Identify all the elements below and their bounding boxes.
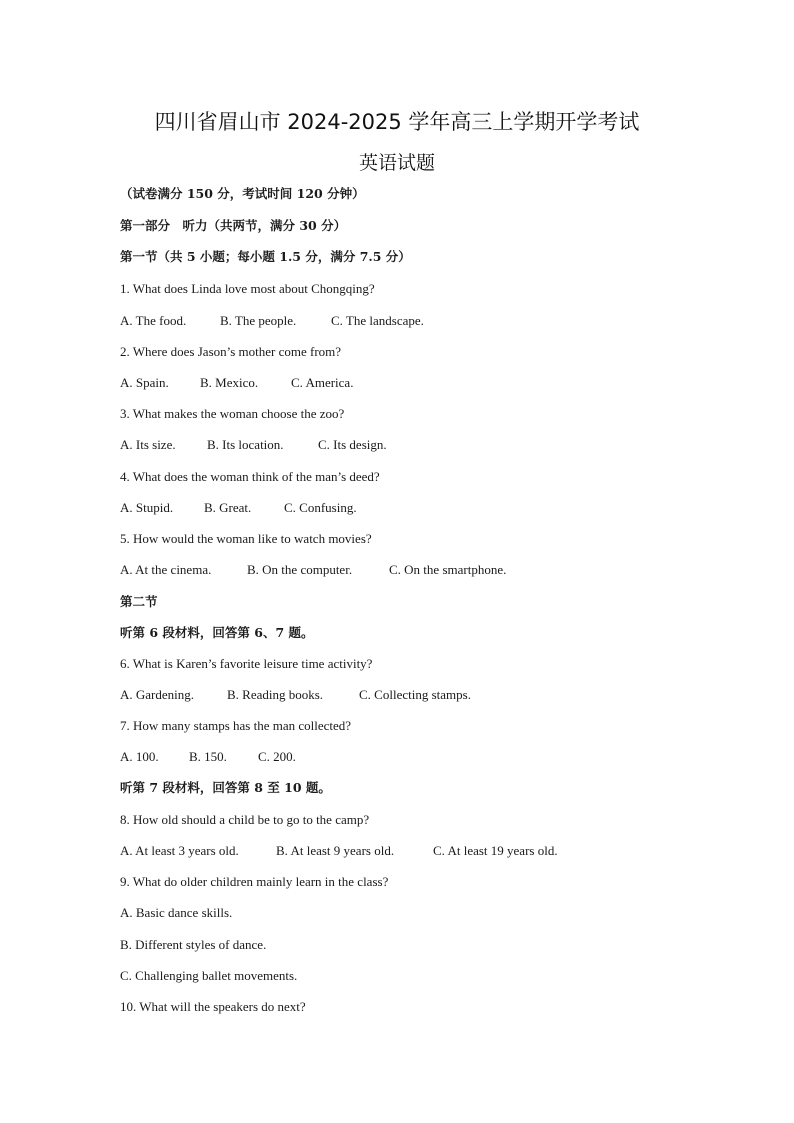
option-3a: A. Its size. bbox=[120, 437, 176, 452]
option-9b: B. Different styles of dance. bbox=[120, 937, 267, 952]
options-6 bbox=[120, 687, 471, 703]
page-title: 四川省眉山市 2024-2025 学年高三上学期开学考试 bbox=[154, 110, 640, 134]
option-8a: A. At least 3 years old. bbox=[120, 843, 239, 858]
option-7c: C. 200. bbox=[258, 749, 296, 764]
option-1b: B. The people. bbox=[220, 313, 297, 328]
question-5: 5. How would the woman like to watch movies? bbox=[120, 531, 372, 546]
part1-heading: 第一部分 听力（共两节，满分 30 分） bbox=[120, 218, 347, 233]
option-7b: B. 150. bbox=[189, 749, 227, 764]
section1-heading: 第一节（共 5 小题；每小题 1.5 分，满分 7.5 分） bbox=[120, 249, 411, 264]
exam-info: （试卷满分 150 分，考试时间 120 分钟） bbox=[120, 186, 365, 201]
option-4b: B. Great. bbox=[204, 500, 252, 515]
options-8 bbox=[120, 843, 558, 859]
option-8c: C. At least 19 years old. bbox=[433, 843, 558, 858]
options-1 bbox=[120, 313, 424, 329]
option-5a: A. At the cinema. bbox=[120, 562, 212, 577]
options-5 bbox=[120, 562, 506, 578]
option-1a: A. The food. bbox=[120, 313, 187, 328]
question-9: 9. What do older children mainly learn in the class? bbox=[120, 874, 389, 889]
question-2: 2. Where does Jason’s mother come from? bbox=[120, 344, 342, 359]
question-8: 8. How old should a child be to go to the camp? bbox=[120, 812, 370, 827]
section2-heading: 第二节 bbox=[120, 594, 158, 609]
options-2 bbox=[120, 375, 353, 391]
question-7: 7. How many stamps has the man collected? bbox=[120, 718, 352, 733]
question-6: 6. What is Karen’s favorite leisure time activity? bbox=[120, 656, 373, 671]
question-3: 3. What makes the woman choose the zoo? bbox=[120, 406, 345, 421]
option-2b: B. Mexico. bbox=[200, 375, 259, 390]
option-2a: A. Spain. bbox=[120, 375, 169, 390]
option-7a: A. 100. bbox=[120, 749, 159, 764]
option-1c: C. The landscape. bbox=[331, 313, 424, 328]
option-9a: A. Basic dance skills. bbox=[120, 905, 233, 920]
option-5c: C. On the smartphone. bbox=[389, 562, 507, 577]
option-6c: C. Collecting stamps. bbox=[359, 687, 471, 702]
question-4: 4. What does the woman think of the man’s deed? bbox=[120, 469, 380, 484]
page-subtitle: 英语试题 bbox=[358, 152, 435, 174]
question-1: 1. What does Linda love most about Chongqing? bbox=[120, 281, 375, 296]
option-4c: C. Confusing. bbox=[284, 500, 357, 515]
options-7 bbox=[120, 749, 296, 765]
options-4 bbox=[120, 500, 357, 516]
option-3c: C. Its design. bbox=[318, 437, 387, 452]
option-3b: B. Its location. bbox=[207, 437, 284, 452]
option-6b: B. Reading books. bbox=[227, 687, 324, 702]
option-8b: B. At least 9 years old. bbox=[276, 843, 395, 858]
option-2c: C. America. bbox=[291, 375, 354, 390]
option-5b: B. On the computer. bbox=[247, 562, 353, 577]
material7-heading: 听第 7 段材料，回答第 8 至 10 题。 bbox=[120, 780, 331, 795]
option-4a: A. Stupid. bbox=[120, 500, 174, 515]
question-10: 10. What will the speakers do next? bbox=[120, 999, 306, 1014]
material6-heading: 听第 6 段材料，回答第 6、7 题。 bbox=[120, 625, 314, 640]
option-6a: A. Gardening. bbox=[120, 687, 195, 702]
options-3 bbox=[120, 437, 387, 453]
option-9c: C. Challenging ballet movements. bbox=[120, 968, 298, 983]
